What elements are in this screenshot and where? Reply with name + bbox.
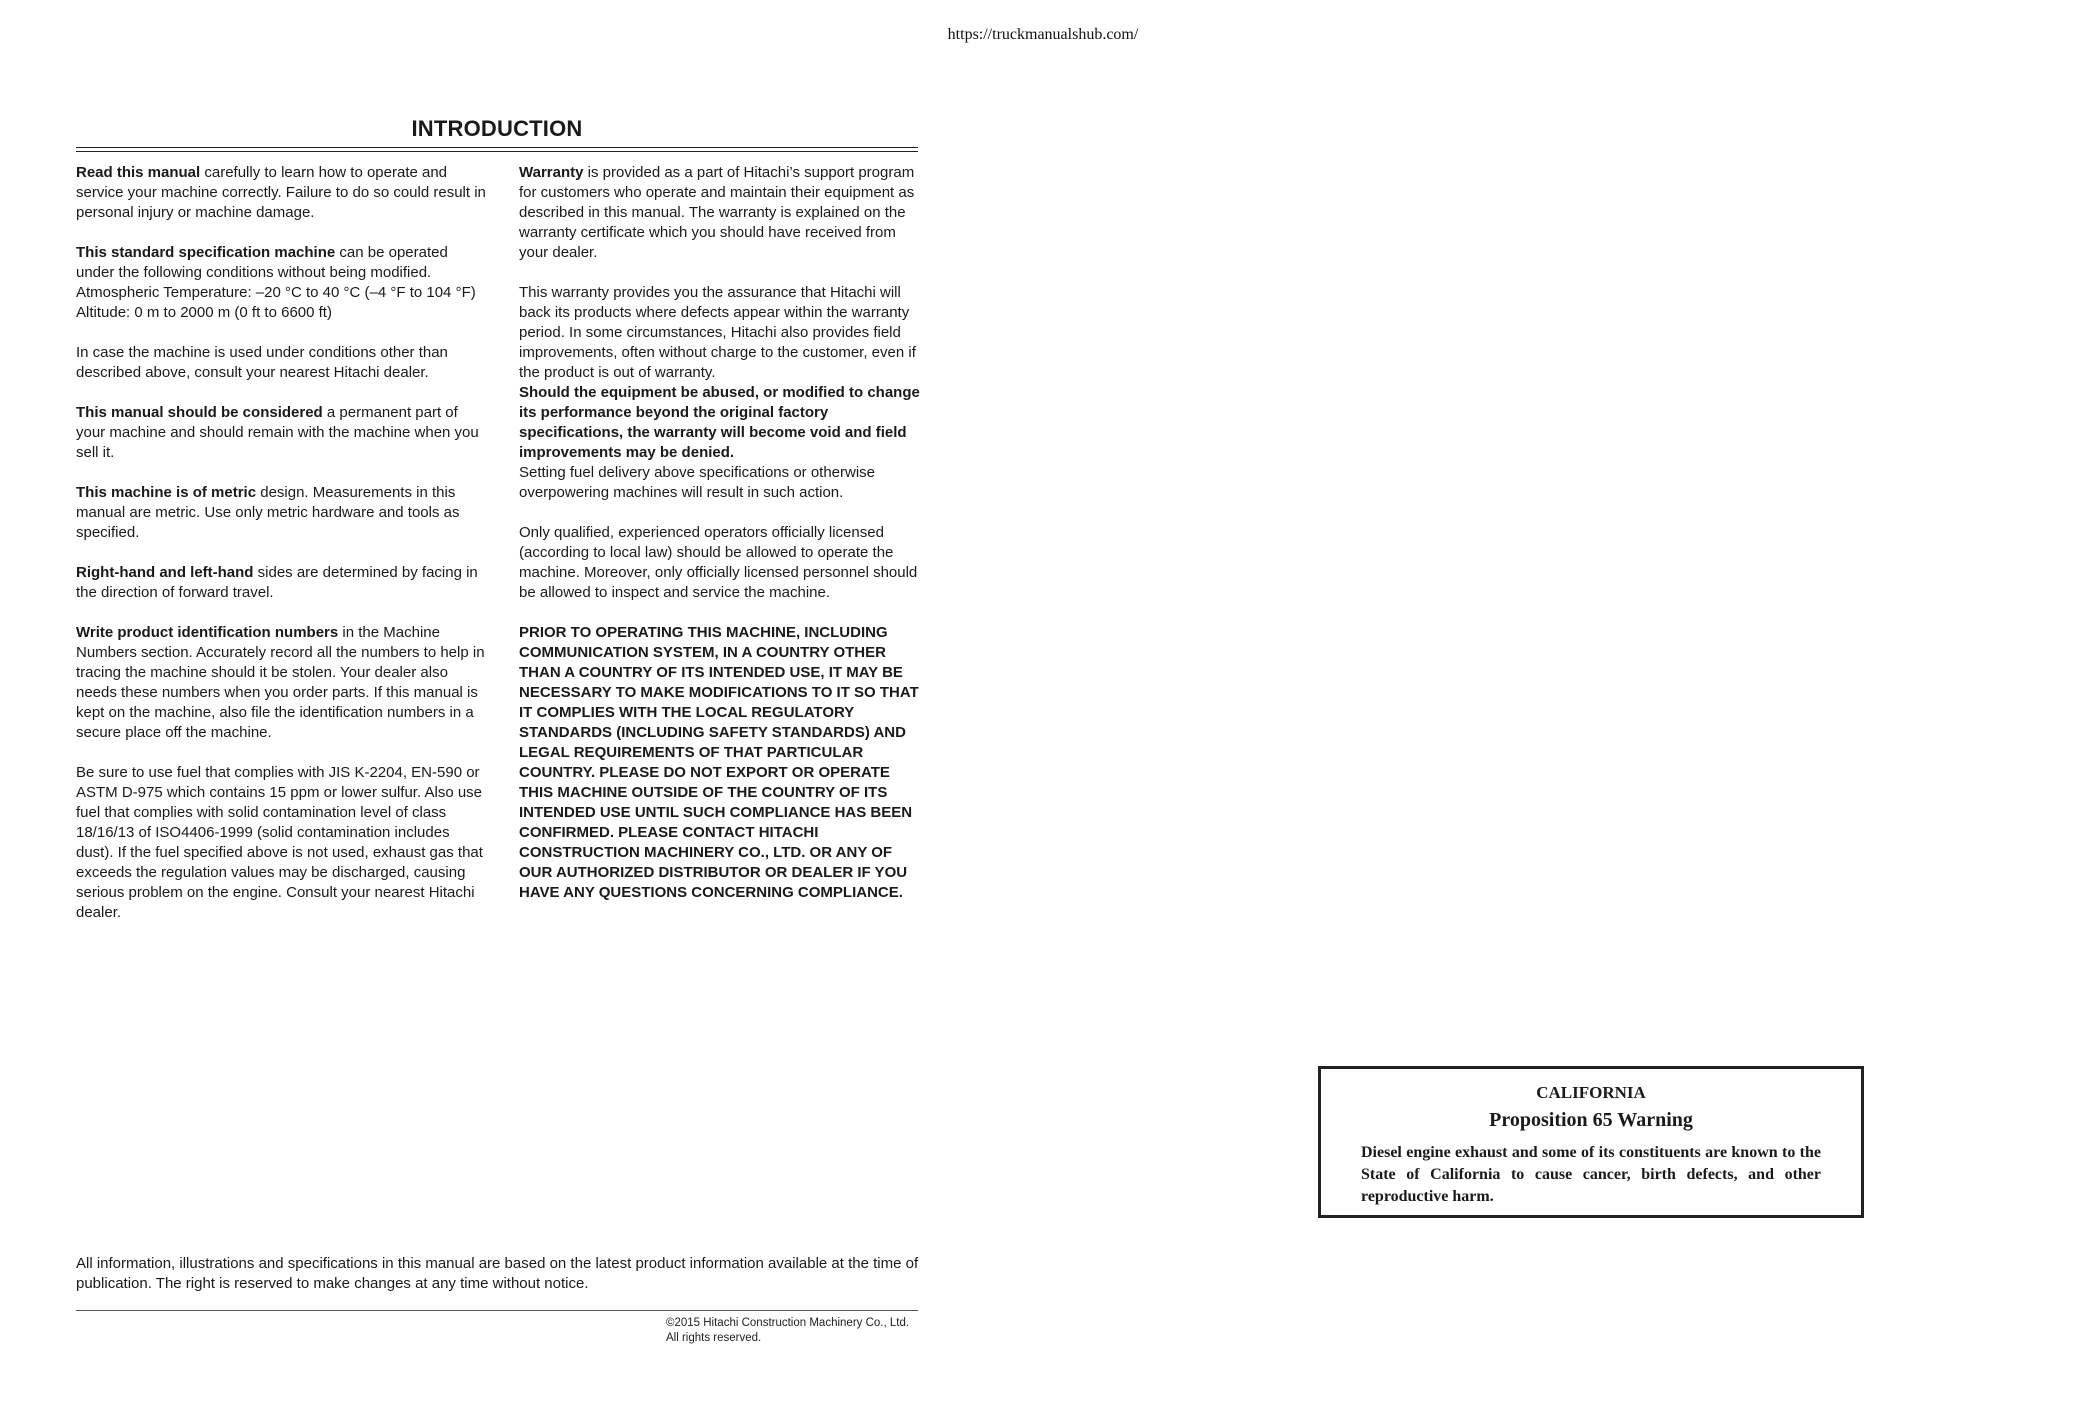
altitude-range: Altitude: 0 m to 2000 m (0 ft to 6600 ft) bbox=[76, 304, 332, 321]
warranty-assurance-paragraph bbox=[519, 283, 924, 503]
temperature-range: Atmospheric Temperature: –20 °C to 40 °C (–4 °F to 104 °F) bbox=[76, 284, 476, 301]
copyright-line-2: All rights reserved. bbox=[666, 1332, 762, 1344]
right-column bbox=[519, 163, 924, 903]
manual-permanent-text: a permanent part of your machine and should remain with the machine when you sell it. bbox=[76, 404, 479, 461]
manual-permanent-lead: This manual should be considered bbox=[76, 404, 323, 421]
metric-text: design. Measurements in this manual are metric. Use only metric hardware and tools as specified. bbox=[76, 484, 460, 541]
standard-spec-lead: This standard specification machine bbox=[76, 244, 336, 261]
warning-title: Proposition 65 Warning bbox=[1489, 1109, 1693, 1131]
read-manual-lead: Read this manual bbox=[76, 164, 201, 181]
identification-text: in the Machine Numbers section. Accurately record all the numbers to help in tracing the machine should it be stolen. Your dealer also needs these numbers when you order parts. If this manual is kept on the machine, also file the identification numbers in a secure place off the machine. bbox=[76, 624, 485, 741]
warranty-void-statement: Should the equipment be abused, or modified to change its performance beyond the original factory specifications, the warranty will become void and field improvements may be denied. bbox=[519, 384, 920, 461]
prop65-warning-box bbox=[1318, 1066, 1864, 1218]
warning-body: Diesel engine exhaust and some of its constituents are known to the State of California to cause cancer, birth defects, and other reproductive harm. bbox=[1361, 1144, 1821, 1205]
fuel-paragraph: Be sure to use fuel that complies with JIS K-2204, EN-590 or ASTM D-975 which contains 15 ppm or lower sulfur. Also use fuel that complies with solid contamination level of class 18/16/13 of ISO4406-1999 (solid contamination includes dust). If the fuel specified above is not used, exhaust gas that exceeds the regulation values may be discharged, causing serious problem on the engine. Consult your nearest Hitachi dealer. bbox=[76, 764, 483, 921]
copyright-line-1: ©2015 Hitachi Construction Machinery Co., Ltd. bbox=[666, 1317, 910, 1329]
warranty-text: is provided as a part of Hitachi’s support program for customers who operate and maintain their equipment as described in this manual. The warranty is explained on the warranty certificate which you should have received from your dealer. bbox=[519, 164, 915, 261]
warranty-lead: Warranty bbox=[519, 164, 584, 181]
identification-lead: Write product identification numbers bbox=[76, 624, 339, 641]
page-title: INTRODUCTION bbox=[411, 116, 583, 141]
metric-lead: This machine is of metric bbox=[76, 484, 257, 501]
publication-notice: All information, illustrations and specifications in this manual are based on the latest product information available at the time of publication. The right is reserved to make changes at any time without notice. bbox=[76, 1255, 919, 1292]
hand-sides-paragraph bbox=[76, 563, 486, 603]
warranty-assurance-text: This warranty provides you the assurance that Hitachi will back its products where defects appear within the warranty period. In some circumstances, Hitachi also provides field improvements, often without charge to the customer, even if the product is out of warranty. bbox=[519, 284, 916, 381]
fuel-delivery-text: Setting fuel delivery above specifications or otherwise overpowering machines will result in such action. bbox=[519, 464, 876, 501]
manual-permanent-paragraph bbox=[76, 403, 486, 463]
read-manual-paragraph bbox=[76, 163, 486, 223]
standard-spec-text: can be operated under the following conditions without being modified. bbox=[76, 244, 448, 281]
metric-paragraph bbox=[76, 483, 486, 543]
warranty-paragraph bbox=[519, 163, 924, 263]
title-double-rule bbox=[76, 147, 918, 152]
warning-state: CALIFORNIA bbox=[1536, 1083, 1646, 1102]
read-manual-text: carefully to learn how to operate and service your machine correctly. Failure to do so could result in personal injury or machine damage. bbox=[76, 164, 486, 221]
qualified-operators-paragraph: Only qualified, experienced operators officially licensed (according to local law) should be allowed to operate the machine. Moreover, only officially licensed personnel should be allowed to inspect and service the machine. bbox=[519, 524, 918, 601]
copyright bbox=[666, 1316, 926, 1346]
identification-paragraph bbox=[76, 623, 486, 743]
hand-sides-lead: Right-hand and left-hand bbox=[76, 564, 254, 581]
standard-spec-paragraph bbox=[76, 243, 486, 323]
footer-rule bbox=[76, 1310, 918, 1311]
compliance-notice: PRIOR TO OPERATING THIS MACHINE, INCLUDING COMMUNICATION SYSTEM, IN A COUNTRY OTHER THAN A COUNTRY OF ITS INTENDED USE, IT MAY BE NECESSARY TO MAKE MODIFICATIONS TO IT SO THAT IT COMPLIES WITH THE LOCAL REGULATORY STANDARDS (INCLUDING SAFETY STANDARDS) AND LEGAL REQUIREMENTS OF THAT PARTICULAR COUNTRY. PLEASE DO NOT EXPORT OR OPERATE THIS MACHINE OUTSIDE OF THE COUNTRY OF ITS INTENDED USE UNTIL SUCH COMPLIANCE HAS BEEN CONFIRMED. PLEASE CONTACT HITACHI CONSTRUCTION MACHINERY CO., LTD. OR ANY OF OUR AUTHORIZED DISTRIBUTOR OR DEALER IF YOU HAVE ANY QUESTIONS CONCERNING COMPLIANCE. bbox=[519, 624, 919, 901]
left-column bbox=[76, 163, 486, 923]
other-conditions-paragraph: In case the machine is used under conditions other than described above, consult your nearest Hitachi dealer. bbox=[76, 344, 448, 381]
source-url[interactable]: https://truckmanualshub.com/ bbox=[947, 26, 1139, 43]
hand-sides-text: sides are determined by facing in the direction of forward travel. bbox=[76, 564, 478, 601]
